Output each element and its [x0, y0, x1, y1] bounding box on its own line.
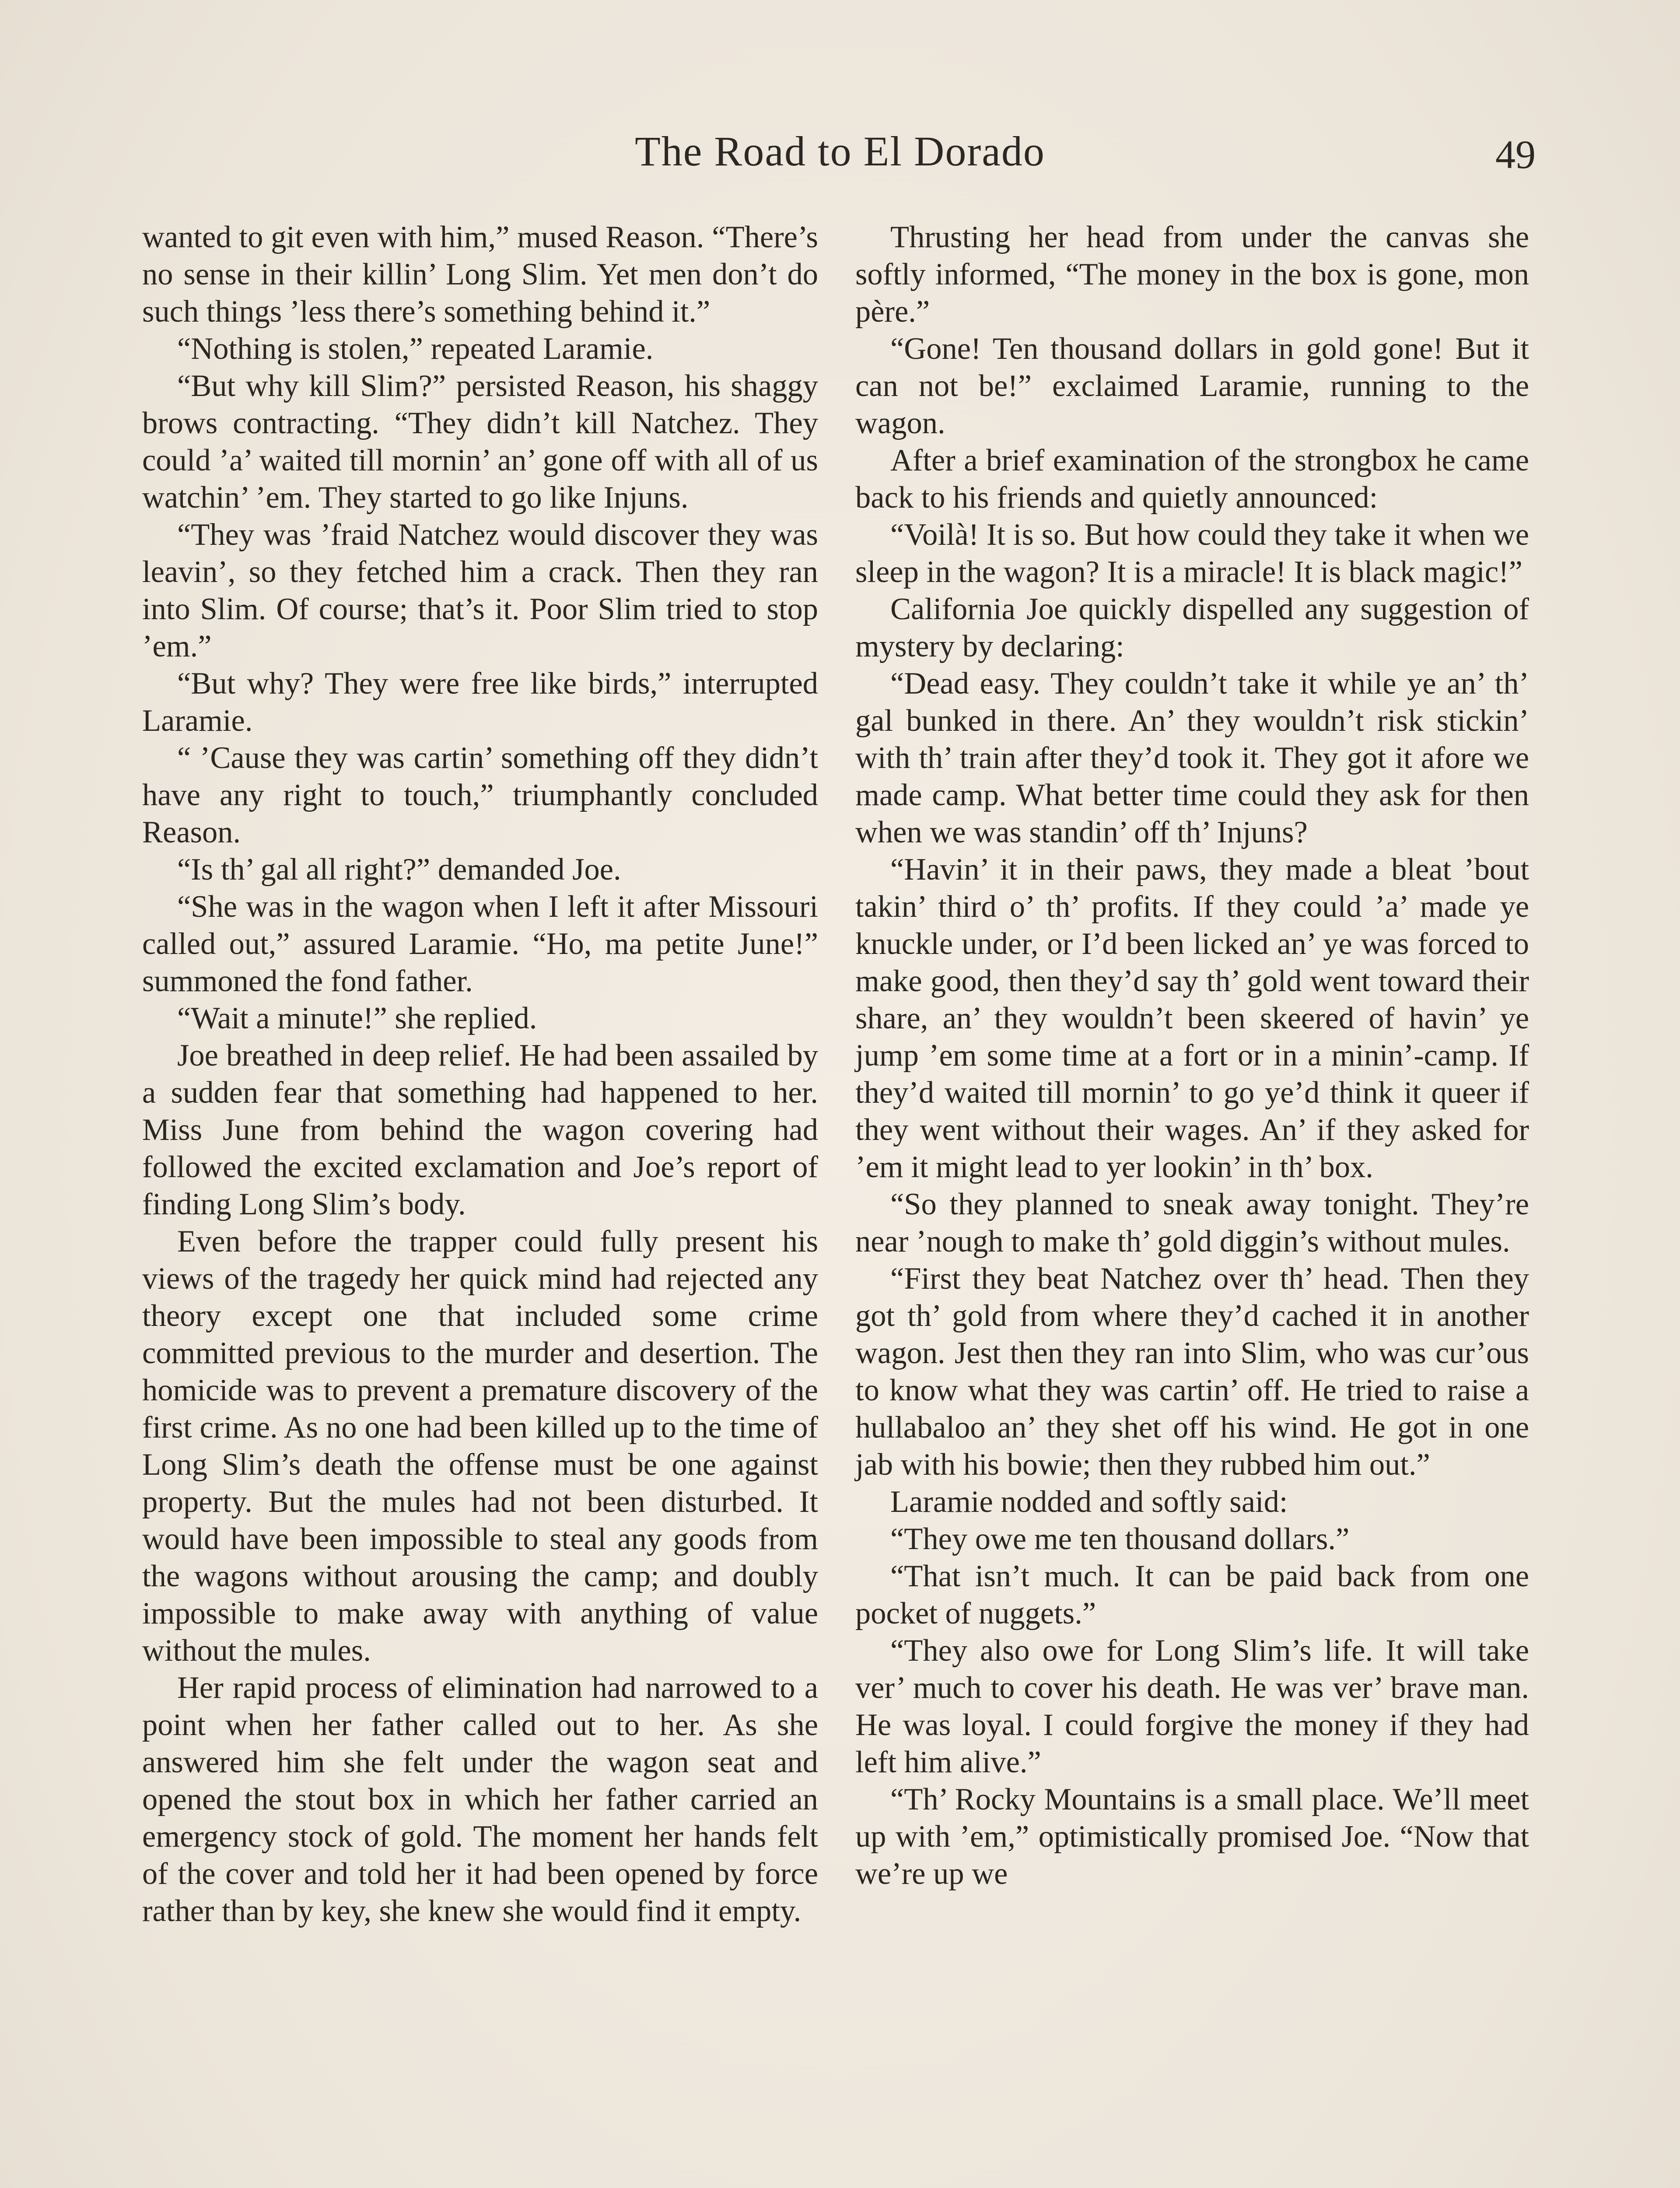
right-column	[855, 219, 1529, 1893]
paragraph: Joe breathed in deep relief. He had been assailed by a sudden fear that something had happened to her. Miss June from behind the wagon covering had followed the excited exclamation and Joe’s report of finding Long Slim’s body.	[142, 1038, 818, 1221]
paragraph: “They owe me ten thousand dollars.”	[890, 1522, 1350, 1556]
page-number: 49	[1495, 132, 1536, 177]
left-column	[142, 219, 818, 1930]
paragraph: “Nothing is stolen,” repeated Laramie.	[177, 332, 654, 366]
paragraph: Laramie nodded and softly said:	[890, 1485, 1288, 1519]
paragraph: “They also owe for Long Slim’s life. It will take ver’ much to cover his death. He was ver’ brave man. He was loyal. I could forgive the money if they had left him alive.”	[855, 1634, 1529, 1779]
paragraph: “So they planned to sneak away tonight. They’re near ’nough to make th’ gold diggin’s without mules.	[855, 1187, 1529, 1259]
paragraph: “Voilà! It is so. But how could they take it when we sleep in the wagon? It is a miracle! It is black magic!”	[855, 518, 1529, 589]
paragraph: “Is th’ gal all right?” demanded Joe.	[177, 852, 621, 887]
running-title: The Road to El Dorado	[635, 128, 1045, 175]
paragraph: wanted to git even with him,” mused Reason. “There’s no sense in their killin’ Long Slim. Yet men don’t do such things ’less there’s something behind it.”	[142, 220, 818, 329]
paragraph: “First they beat Natchez over th’ head. Then they got th’ gold from where they’d cached it in another wagon. Jest then they ran into Slim, who was cur’ous to know what they was cartin’ off. He tried to raise a hullabaloo an’ they shet off his wind. He got in one jab with his bowie; then they rubbed him out.”	[855, 1262, 1529, 1482]
paragraph: California Joe quickly dispelled any suggestion of mystery by declaring:	[855, 592, 1529, 663]
paragraph: “But why kill Slim?” persisted Reason, his shaggy brows contracting. “They didn’t kill Natchez. They could ’a’ waited till mornin’ an’ gone off with all of us watchin’ ’em. They started to go like Injuns.	[142, 369, 818, 515]
paragraph: “But why? They were free like birds,” interrupted Laramie.	[142, 666, 818, 738]
paragraph: Even before the trapper could fully present his views of the tragedy her quick mind had rejected any theory except one that included some crime committed previous to the murder and desertion. The homicide was to prevent a premature discovery of the first crime. As no one had been killed up to the time of Long Slim’s death the offense must be one against property. But the mules had not been disturbed. It would have been impossible to steal any goods from the wagons without arousing the camp; and doubly impossible to make away with anything of value without the mules.	[142, 1224, 818, 1668]
paragraph: “Th’ Rocky Mountains is a small place. We’ll meet up with ’em,” optimistically promised Joe. “Now that we’re up we	[855, 1782, 1529, 1891]
paragraph: “She was in the wagon when I left it after Missouri called out,” assured Laramie. “Ho, ma petite June!” summoned the fond father.	[142, 890, 818, 998]
paragraph: “Havin’ it in their paws, they made a bleat ’bout takin’ third o’ th’ profits. If they could ’a’ made ye knuckle under, or I’d been licked an’ ye was forced to make good, then they’d say th’ gold went toward their share, an’ they wouldn’t been skeered of havin’ ye jump ’em some time at a fort or in a minin’-camp. If they’d waited till mornin’ to go ye’d think it queer if they went without their wages. An’ if they asked for ’em it might lead to yer lookin’ in th’ box.	[855, 852, 1529, 1184]
paragraph: After a brief examination of the strongbox he came back to his friends and quietly announced:	[855, 443, 1529, 515]
paragraph: “Wait a minute!” she replied.	[177, 1001, 537, 1035]
paragraph: Her rapid process of elimination had narrowed to a point when her father called out to her. As she answered him she felt under the wagon seat and opened the stout box in which her father carried an emergency stock of gold. The moment her hands felt of the cover and told her it had been opened by force rather than by key, she knew she would find it empty.	[142, 1671, 818, 1928]
paragraph: “ ’Cause they was cartin’ something off they didn’t have any right to touch,” triumphantly concluded Reason.	[142, 741, 818, 849]
paragraph: “They was ’fraid Natchez would discover they was leavin’, so they fetched him a crack. Then they ran into Slim. Of course; that’s it. Poor Slim tried to stop ’em.”	[142, 518, 818, 663]
paragraph: Thrusting her head from under the canvas she softly informed, “The money in the box is gone, mon père.”	[855, 220, 1529, 329]
paragraph: “Dead easy. They couldn’t take it while ye an’ th’ gal bunked in there. An’ they wouldn’t risk stickin’ with th’ train after they’d took it. They got it afore we made camp. What better time could they ask for then when we was standin’ off th’ Injuns?	[855, 666, 1529, 849]
paragraph: “That isn’t much. It can be paid back from one pocket of nuggets.”	[855, 1559, 1529, 1630]
paragraph: “Gone! Ten thousand dollars in gold gone! But it can not be!” exclaimed Laramie, running to the wagon.	[855, 332, 1529, 440]
